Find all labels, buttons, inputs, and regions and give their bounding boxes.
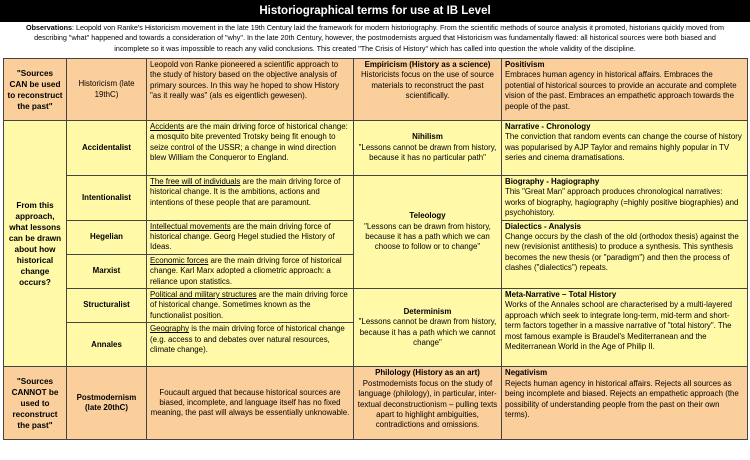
dialectics-description: Change occurs by the clash of the old (orthodox thesis) against the new (revisionist antithesis) to produce a synthesis. This synthesis becomes the new thesis (or "paradigm") and then the process of clashes ("dialectics") repeats. [505,232,739,273]
annales-text: is the main driving force of historical change (e.g. access to and debates over natural resources, climate change). [150,324,345,355]
intentionalist-lead: The free will of individuals [150,177,241,186]
biography-description: This "Great Man" approach produces chronological narratives: works of biography, hagiography (=highly positive biographies) and psychohistory. [505,187,739,218]
narrative-title: Narrative - Chronology [505,122,591,131]
structuralist-lead: Political and military structures [150,290,257,300]
accidentalist-description [147,121,354,176]
marxist-label: Marxist [67,254,147,288]
postmodernism-label: Postmodernism (late 20thC) [67,367,147,440]
hegelian-text: are the main driving force of historical change. Georg Hegel studied the History of Ideas. [150,221,335,252]
hegelian-lead: Intellectual movements [150,221,231,231]
determinism-cell [354,289,502,367]
question-cell: From this approach, what lessons can be drawn about how historical change occurs? [4,121,67,367]
narrative-description: The conviction that random events can change the course of history was popularised by AJP Taylor and remains highly popular in TV series and cinema dramatisations. [505,132,742,163]
hegelian-label: Hegelian [67,220,147,254]
accidentalist-label: Accidentalist [67,121,147,176]
nihilism-title: Nihilism [412,132,443,142]
negativism-cell [502,367,748,440]
structuralist-text: are the main driving force of historical change. Sometimes known as the functionalist position. [150,290,348,320]
negativism-description: Rejects human agency in historical affairs. Rejects all sources as being incomplete and biased. Rejects an empathetic approach (the possibility of understanding people from the past on their own terms). [505,378,739,419]
positivism-title: Positivism [505,60,545,69]
marxist-lead: Economic forces [150,255,209,265]
marxist-description [147,254,354,288]
dialectics-title: Dialectics - Analysis [505,221,582,231]
observations-label: Observations [26,23,72,32]
observations-paragraph [26,23,724,57]
metanarrative-title: Meta-Narrative – Total History [505,290,617,300]
structuralist-label: Structuralist [67,289,147,323]
sources-cannot-cell: "Sources CANNOT be used to reconstruct the past" [4,367,67,440]
negativism-title: Negativism [505,368,548,378]
narrative-cell [502,121,748,176]
empiricism-description: Historicists focus on the use of source materials to reconstruct the past scientifically. [361,70,494,101]
teleology-description: "Lessons can be drawn from history, because it has a path which we can choose to follow or to change" [364,221,491,252]
structuralist-description [147,289,354,323]
intentionalist-label: Intentionalist [67,176,147,221]
historicism-description: Leopold von Ranke pioneered a scientific approach to the study of history based on the objective analysis of primary sources. In this way he hoped to show History "as it really was" (als es eigentlich gewesen). [147,59,354,121]
empiricism-title: Empiricism (History as a science) [364,60,491,69]
annales-lead: Geography [150,324,190,334]
determinism-title: Determinism [403,306,452,316]
metanarrative-cell [502,289,748,367]
accidentalist-text: are the main driving force of historical change: a mosquito bite prevented Trotsky being fit enough to seize control of the USSR; a change in wind direction blew William the Conqueror to England. [150,122,348,163]
determinism-description: "Lessons cannot be drawn from history, because it has a path which we cannot change" [358,317,497,348]
intentionalist-text: are the main driving force of historical change. It is the ambitions, actions and intentions of these people that are paramount. [150,177,341,207]
historiography-table [3,58,748,440]
accidentalist-lead: Accidents [150,122,185,131]
page-title: Historiographical terms for use at IB Level [0,0,750,22]
philology-cell [354,367,502,440]
intentionalist-description [147,176,354,221]
marxist-text: are the main driving force of historical change. Karl Marx adopted a cliometric approach: a reliance upon statistics. [150,255,342,286]
biography-cell [502,176,748,221]
annales-label: Annales [67,323,147,367]
nihilism-cell [354,121,502,176]
nihilism-description: "Lessons cannot be drawn from history, because it has no particular path" [358,142,497,163]
historicism-label: Historicism (late 19thC) [67,59,147,121]
metanarrative-description: Works of the Annales school are characterised by a multi-layered approach which seek to integrate long-term, mid-term and short-term factors together in a massive narrative of "total history". The most famous example is Braudel's Mediterranean and the Mediterranean World in the Age of Philip II. [505,300,733,352]
positivism-cell [502,59,748,121]
postmodernism-description: Foucault argued that because historical sources are biased, incomplete, and language itself has no fixed meaning, the past will always be essentially unknowable. [147,367,354,440]
philology-description: Postmodernists focus on the study of language (philology), in particular, inter-textual deconstructionism – pulling texts apart to highlight ambiguities, contradictions and omissions. [357,378,498,430]
teleology-cell [354,176,502,289]
empiricism-cell [354,59,502,121]
hegelian-description [147,220,354,254]
philology-title: Philology (History as an art) [375,368,480,378]
observations-text: : Leopold von Ranke's Historicism movement in the late 19th Century laid the framework for modern historiography. From the scientific methods of source analysis it promoted, historians quickly moved from describing "what" happened and towards a consideration of "why". In the late 20th Century, however, the postmodernists argued that Historicism was fundamentally flawed: all historical sources were both biased and incomplete so it was impossible to reach any valid conclusions. This created "The Crisis of History" which has called into question the whole validity of the discipline. [34,23,724,53]
positivism-description: Embraces human agency in historical affairs. Embraces the potential of historical sources to provide an accurate and complete vision of the past. Embraces an empathetic approach towards the people of the past. [505,70,737,111]
teleology-title: Teleology [409,211,446,221]
sources-can-cell: "Sources CAN be used to reconstruct the past" [4,59,67,121]
biography-title: Biography - Hagiography [505,177,600,186]
dialectics-cell [502,220,748,288]
annales-description [147,323,354,367]
